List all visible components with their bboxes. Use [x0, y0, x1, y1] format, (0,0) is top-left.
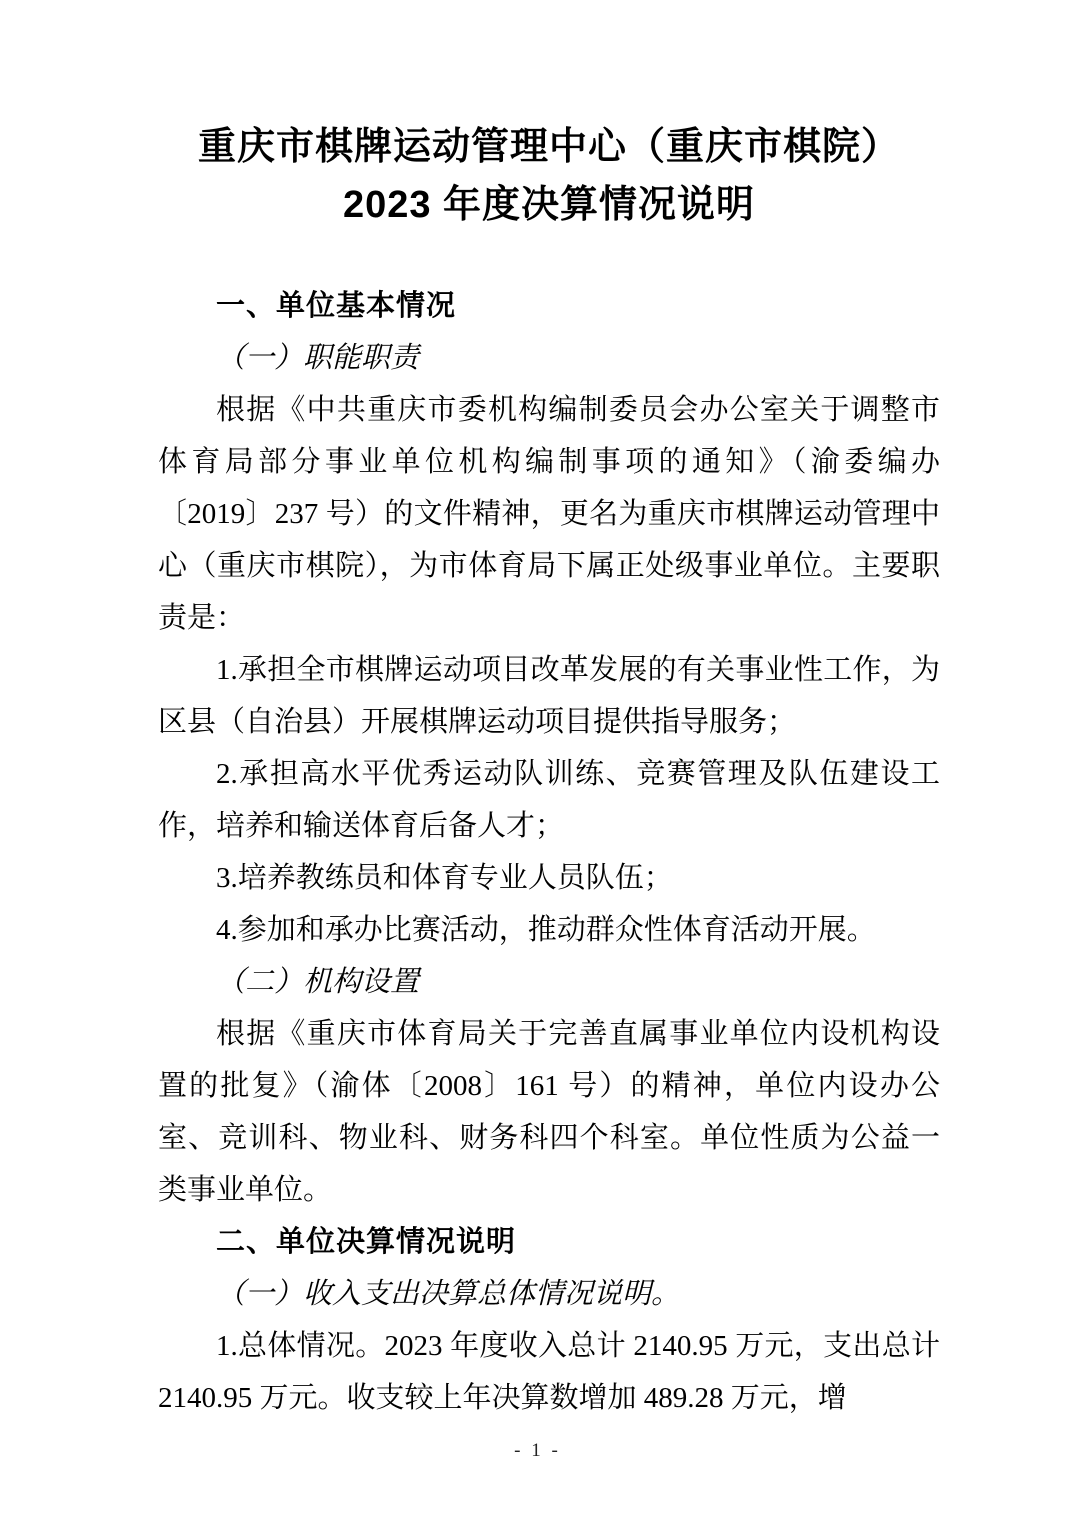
body-paragraph: 根据《中共重庆市委机构编制委员会办公室关于调整市体育局部分事业单位机构编制事项的通知》（渝委编办〔2019〕237 号）的文件精神，更名为重庆市棋牌运动管理中心（重庆市棋院），为市体育局下属正处级事业单位。主要职责是： — [158, 394, 940, 634]
section-heading-2: 二、单位决算情况说明 — [216, 1226, 517, 1258]
body-paragraph: 3.培养教练员和体育专业人员队伍； — [216, 862, 673, 894]
subsection-heading-2-1: （一）收入支出决算总体情况说明。 — [216, 1278, 681, 1310]
document-title — [158, 118, 940, 234]
body-paragraph: 2.承担高水平优秀运动队训练、竞赛管理及队伍建设工作，培养和输送体育后备人才； — [158, 758, 940, 842]
body-paragraph: 1.承担全市棋牌运动项目改革发展的有关事业性工作，为区县（自治县）开展棋牌运动项目提供指导服务； — [158, 654, 940, 738]
subsection-heading-1-2: （二）机构设置 — [216, 966, 420, 998]
body-paragraph: 1.总体情况。2023 年度收入总计 2140.95 万元，支出总计 2140.95 万元。收支较上年决算数增加 489.28 万元，增 — [158, 1330, 940, 1414]
section-heading-1: 一、单位基本情况 — [216, 290, 457, 322]
document-body — [158, 280, 940, 1424]
page-number: - 1 - — [514, 1440, 561, 1461]
document-title-line1: 重庆市棋牌运动管理中心（重庆市棋院） — [197, 126, 900, 168]
subsection-heading-1-1: （一）职能职责 — [216, 342, 420, 374]
body-paragraph: 4.参加和承办比赛活动，推动群众性体育活动开展。 — [216, 914, 876, 946]
document-title-line2: 2023 年度决算情况说明 — [342, 184, 756, 226]
body-paragraph: 根据《重庆市体育局关于完善直属事业单位内设机构设置的批复》（渝体〔2008〕161 号）的精神，单位内设办公室、竞训科、物业科、财务科四个科室。单位性质为公益一类事业单位。 — [158, 1018, 940, 1206]
